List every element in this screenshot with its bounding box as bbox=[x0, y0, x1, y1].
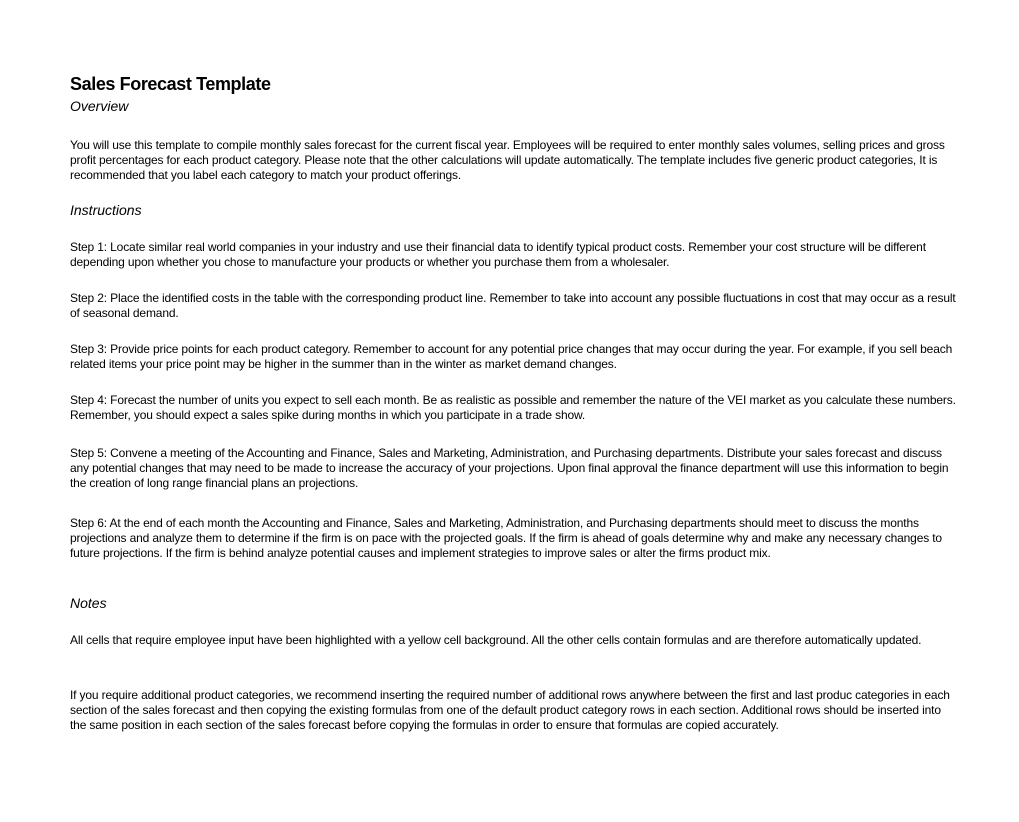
step-4-paragraph: Step 4: Forecast the number of units you expect to sell each month. Be as realistic as possible and remember the nature of the VEI market as you calculate these numbers. Remember, you should expect a sales spike during months in which you participate in a trade show. bbox=[70, 393, 956, 423]
overview-paragraph: You will use this template to compile monthly sales forecast for the current fiscal year. Employees will be required to enter monthly sales volumes, selling prices and gross profit percentages for each product category. Please note that the other calculations will update automatically. The template includes five generic product categories, It is recommended that you label each category to match your product offerings. bbox=[70, 138, 945, 183]
overview-heading: Overview bbox=[70, 98, 129, 114]
document-title: Sales Forecast Template bbox=[70, 74, 271, 94]
step-3-paragraph: Step 3: Provide price points for each product category. Remember to account for any potential price changes that may occur during the year. For example, if you sell beach related items your price point may be higher in the summer than in the winter as market demand changes. bbox=[70, 342, 953, 372]
step-6-paragraph: Step 6: At the end of each month the Accounting and Finance, Sales and Marketing, Administration, and Purchasing departments should meet to discuss the months projections and analyze them to determine if the firm is on pace with the projected goals. If the firm is ahead of goals determine why and make any necessary changes to future projections. If the firm is behind analyze potential causes and implement strategies to improve sales or alter the firms product mix. bbox=[70, 516, 942, 561]
instructions-heading: Instructions bbox=[70, 202, 142, 218]
step-1-paragraph: Step 1: Locate similar real world companies in your industry and use their financial data to identify typical product costs. Remember your cost structure will be different depending upon whether you chose to manufacture your products or whether you purchase them from a wholesaler. bbox=[70, 240, 926, 270]
notes-heading: Notes bbox=[70, 595, 107, 611]
step-2-paragraph: Step 2: Place the identified costs in the table with the corresponding product line. Remember to take into account any possible fluctuations in cost that may occur as a result of seasonal demand. bbox=[70, 291, 956, 321]
step-5-paragraph: Step 5: Convene a meeting of the Accounting and Finance, Sales and Marketing, Administration, and Purchasing departments. Distribute your sales forecast and discuss any potential changes that may need to be made to increase the accuracy of your projections. Upon final approval the finance department will use this information to begin the creation of long range financial plans an projections. bbox=[70, 446, 949, 491]
note-1-paragraph: All cells that require employee input have been highlighted with a yellow cell background. All the other cells contain formulas and are therefore automatically updated. bbox=[70, 633, 922, 647]
note-2-paragraph: If you require additional product categories, we recommend inserting the required number of additional rows anywhere between the first and last produc categories in each section of the sales forecast and then copying the existing formulas from one of the default product category rows in each section. Additional rows should be inserted into the same position in each section of the sales forecast before copying the formulas in order to ensure that formulas are copied accurately. bbox=[70, 688, 950, 733]
